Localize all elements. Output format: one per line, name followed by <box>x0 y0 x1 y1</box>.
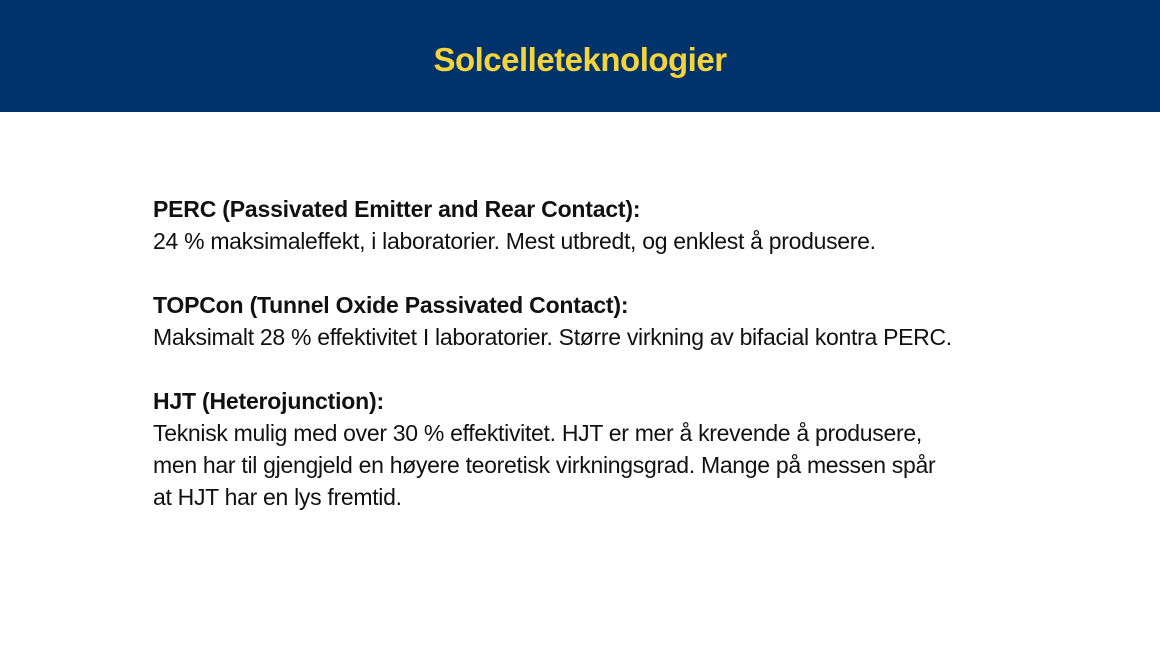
section-perc <box>153 193 1073 257</box>
body-line: men har til gjengjeld en høyere teoretisk virkningsgrad. Mange på messen spår <box>153 452 936 478</box>
section-body <box>153 225 1073 257</box>
body-line: Maksimalt 28 % effektivitet I laboratorier. Større virkning av bifacial kontra PERC. <box>153 324 952 350</box>
body-line: at HJT har en lys fremtid. <box>153 484 402 510</box>
slide-title: Solcelleteknologier <box>433 41 727 78</box>
header-bar <box>0 0 1160 112</box>
section-heading: PERC (Passivated Emitter and Rear Contact): <box>153 196 641 222</box>
section-body <box>153 321 1073 353</box>
section-body <box>153 417 1073 513</box>
body-line: 24 % maksimaleffekt, i laboratorier. Mest utbredt, og enklest å produsere. <box>153 228 876 254</box>
section-heading: HJT (Heterojunction): <box>153 388 384 414</box>
section-topcon <box>153 289 1073 353</box>
section-hjt <box>153 385 1073 513</box>
content-area <box>153 193 1073 545</box>
section-heading: TOPCon (Tunnel Oxide Passivated Contact): <box>153 292 629 318</box>
body-line: Teknisk mulig med over 30 % effektivitet. HJT er mer å krevende å produsere, <box>153 420 922 446</box>
